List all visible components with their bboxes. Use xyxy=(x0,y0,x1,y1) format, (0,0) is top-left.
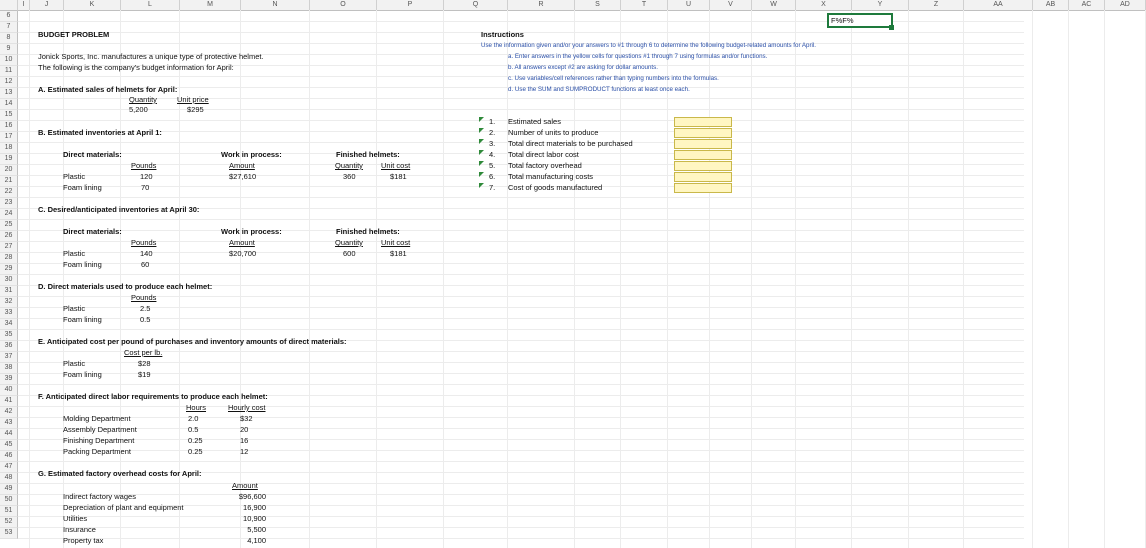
overhead-item-amount: 16,900 xyxy=(243,503,266,512)
sales-quantity: 5,200 xyxy=(129,105,148,114)
column-header-z[interactable]: Z xyxy=(909,0,964,11)
c-fh-quantity: 600 xyxy=(343,249,356,258)
e-foam-cost: $19 xyxy=(138,370,151,379)
column-header-j[interactable]: J xyxy=(30,0,64,11)
grid-row-line xyxy=(18,219,1024,220)
grid-column-line xyxy=(1104,10,1105,548)
grid-row-line xyxy=(18,417,1024,418)
c-amount-header: Amount xyxy=(229,238,255,247)
overhead-item-name: Depreciation of plant and equipment xyxy=(63,503,184,512)
overhead-item-amount: 5,500 xyxy=(247,525,266,534)
grid-column-line xyxy=(309,10,310,548)
b-fh-quantity: 360 xyxy=(343,172,356,181)
c-pounds-header: Pounds xyxy=(131,238,157,247)
c-wip-label: Work in process: xyxy=(221,227,282,236)
d-plastic-pounds: 2.5 xyxy=(140,304,151,313)
question-label: Total direct materials to be purchased xyxy=(508,139,633,148)
intro-line-1: Jonick Sports, Inc. manufactures a unique type of protective helmet. xyxy=(38,52,264,61)
grid-column-line xyxy=(29,10,30,548)
section-f-heading: F. Anticipated direct labor requirements to produce each helmet: xyxy=(38,392,268,401)
row-header-19[interactable]: 19 xyxy=(0,154,18,165)
dept-rate: $32 xyxy=(240,414,253,423)
e-cost-header: Cost per lb. xyxy=(124,348,163,357)
answer-input-cell[interactable] xyxy=(674,128,732,138)
question-label: Total direct labor cost xyxy=(508,150,579,159)
f-rate-header: Hourly cost xyxy=(228,403,266,412)
column-header-v[interactable]: V xyxy=(710,0,752,11)
overhead-item-name: Property tax xyxy=(63,536,104,545)
comment-indicator-icon[interactable] xyxy=(479,139,484,144)
grid-row-line xyxy=(18,274,1024,275)
comment-indicator-icon[interactable] xyxy=(479,117,484,122)
column-header-r[interactable]: R xyxy=(508,0,575,11)
d-pounds-header: Pounds xyxy=(131,293,157,302)
section-a-heading: A. Estimated sales of helmets for April: xyxy=(38,85,178,94)
row-header-30[interactable]: 30 xyxy=(0,275,18,286)
column-header-x[interactable]: X xyxy=(796,0,852,11)
overhead-item-amount: $96,600 xyxy=(238,492,266,501)
dept-rate: 16 xyxy=(240,436,249,445)
question-number: 7. xyxy=(489,183,496,192)
row-header-46[interactable]: 46 xyxy=(0,451,18,462)
dept-rate: 12 xyxy=(240,447,249,456)
question-number: 3. xyxy=(489,139,496,148)
d-foam-label: Foam lining xyxy=(63,315,102,324)
row-header-26[interactable]: 26 xyxy=(0,231,18,242)
grid-column-line xyxy=(443,10,444,548)
b-unit-cost-header: Unit cost xyxy=(381,161,411,170)
grid-row-line xyxy=(18,307,1024,308)
grid-row-line xyxy=(18,450,1024,451)
grid-row-line xyxy=(18,373,1024,374)
row-header-15[interactable]: 15 xyxy=(0,110,18,121)
e-plastic-cost: $28 xyxy=(138,359,151,368)
b-fh-unit-cost: $181 xyxy=(390,172,407,181)
e-plastic-label: Plastic xyxy=(63,359,86,368)
dept-name: Packing Department xyxy=(63,447,131,456)
answer-input-cell[interactable] xyxy=(674,117,732,127)
grid-row-line xyxy=(18,362,1024,363)
question-number: 2. xyxy=(489,128,496,137)
answer-input-cell[interactable] xyxy=(674,150,732,160)
b-plastic-pounds: 120 xyxy=(140,172,153,181)
column-header-ac[interactable]: AC xyxy=(1069,0,1105,11)
d-foam-pounds: 0.5 xyxy=(140,315,151,324)
column-header-y[interactable]: Y xyxy=(852,0,909,11)
comment-indicator-icon[interactable] xyxy=(479,128,484,133)
question-number: 4. xyxy=(489,150,496,159)
column-header-ab[interactable]: AB xyxy=(1033,0,1069,11)
row-header-36[interactable]: 36 xyxy=(0,341,18,352)
grid-column-line xyxy=(908,10,909,548)
row-header-28[interactable]: 28 xyxy=(0,253,18,264)
overhead-item-name: Utilities xyxy=(63,514,88,523)
row-header-20[interactable]: 20 xyxy=(0,165,18,176)
comment-indicator-icon[interactable] xyxy=(479,150,484,155)
b-amount-header: Amount xyxy=(229,161,255,170)
b-quantity-header: Quantity xyxy=(335,161,363,170)
row-header-29[interactable]: 29 xyxy=(0,264,18,275)
grid-column-line xyxy=(851,10,852,548)
column-header-p[interactable]: P xyxy=(377,0,444,11)
row-header-34[interactable]: 34 xyxy=(0,319,18,330)
row-header-16[interactable]: 16 xyxy=(0,121,18,132)
f-hours-header: Hours xyxy=(186,403,207,412)
answer-input-cell[interactable] xyxy=(674,172,732,182)
column-header-k[interactable]: K xyxy=(64,0,121,11)
grid-row-line xyxy=(18,483,1024,484)
question-label: Number of units to produce xyxy=(508,128,599,137)
dept-hours: 2.0 xyxy=(188,414,199,423)
grid-row-line xyxy=(18,241,1024,242)
question-label: Estimated sales xyxy=(508,117,561,126)
row-header-42[interactable]: 42 xyxy=(0,407,18,418)
grid-column-line xyxy=(1068,10,1069,548)
grid-column-line xyxy=(709,10,710,548)
intro-line-2: The following is the company's budget information for April: xyxy=(38,63,234,72)
grid-row-line xyxy=(18,527,1024,528)
grid-column-line xyxy=(1032,10,1033,548)
grid-row-line xyxy=(18,538,1024,539)
fill-handle[interactable] xyxy=(889,25,894,30)
row-header-43[interactable]: 43 xyxy=(0,418,18,429)
row-header-52[interactable]: 52 xyxy=(0,517,18,528)
row-header-41[interactable]: 41 xyxy=(0,396,18,407)
question-label: Total manufacturing costs xyxy=(508,172,594,181)
b-wip-label: Work in process: xyxy=(221,150,282,159)
b-pounds-header: Pounds xyxy=(131,161,157,170)
instruction-line: d. Use the SUM and SUMPRODUCT functions at least once each. xyxy=(508,86,690,93)
row-header-49[interactable]: 49 xyxy=(0,484,18,495)
row-header-53[interactable]: 53 xyxy=(0,528,18,539)
overhead-item-name: Insurance xyxy=(63,525,96,534)
grid-row-line xyxy=(18,461,1024,462)
row-header-33[interactable]: 33 xyxy=(0,308,18,319)
row-header-47[interactable]: 47 xyxy=(0,462,18,473)
column-header-n[interactable]: N xyxy=(241,0,310,11)
grid-row-line xyxy=(18,230,1024,231)
b-plastic-label: Plastic xyxy=(63,172,86,181)
column-header-s[interactable]: S xyxy=(575,0,621,11)
grid-row-line xyxy=(18,329,1024,330)
grid-row-line xyxy=(18,296,1024,297)
dept-hours: 0.25 xyxy=(188,447,203,456)
question-number: 1. xyxy=(489,117,496,126)
row-header-10[interactable]: 10 xyxy=(0,55,18,66)
comment-indicator-icon[interactable] xyxy=(479,172,484,177)
b-foam-pounds: 70 xyxy=(141,183,150,192)
comment-indicator-icon[interactable] xyxy=(479,161,484,166)
section-e-heading: E. Anticipated cost per pound of purchases and inventory amounts of direct materials: xyxy=(38,337,347,346)
b-wip-amount: $27,610 xyxy=(229,172,257,181)
row-header-48[interactable]: 48 xyxy=(0,473,18,484)
row-header-32[interactable]: 32 xyxy=(0,297,18,308)
active-cell-value: F%F% xyxy=(831,16,854,25)
grid-row-line xyxy=(18,263,1024,264)
grid-column-line xyxy=(240,10,241,548)
c-unit-cost-header: Unit cost xyxy=(381,238,411,247)
row-header-35[interactable]: 35 xyxy=(0,330,18,341)
sales-unit-price: $295 xyxy=(187,105,204,114)
unit-price-header: Unit price xyxy=(177,95,209,104)
comment-indicator-icon[interactable] xyxy=(479,183,484,188)
dept-name: Assembly Department xyxy=(63,425,137,434)
instruction-line: Use the information given and/or your answers to #1 through 6 to determine the following budget-related amounts for April. xyxy=(481,42,817,49)
b-finished-helmets-label: Finished helmets: xyxy=(336,150,400,159)
e-foam-label: Foam lining xyxy=(63,370,102,379)
grid-row-line xyxy=(18,197,1024,198)
overhead-item-name: Indirect factory wages xyxy=(63,492,136,501)
c-direct-materials-label: Direct materials: xyxy=(63,227,122,236)
section-c-heading: C. Desired/anticipated inventories at April 30: xyxy=(38,205,200,214)
c-wip-amount: $20,700 xyxy=(229,249,257,258)
answer-input-cell[interactable] xyxy=(674,161,732,171)
row-header-21[interactable]: 21 xyxy=(0,176,18,187)
section-b-heading: B. Estimated inventories at April 1: xyxy=(38,128,162,137)
select-all-corner[interactable] xyxy=(0,0,18,11)
grid-column-line xyxy=(376,10,377,548)
grid-column-line xyxy=(751,10,752,548)
row-header-27[interactable]: 27 xyxy=(0,242,18,253)
instruction-line: b. All answers except #2 are asking for dollar amounts. xyxy=(508,64,658,71)
row-header-37[interactable]: 37 xyxy=(0,352,18,363)
row-header-7[interactable]: 7 xyxy=(0,22,18,33)
section-d-heading: D. Direct materials used to produce each helmet: xyxy=(38,282,213,291)
column-header-ad[interactable]: AD xyxy=(1105,0,1146,11)
grid-row-line xyxy=(18,439,1024,440)
row-header-44[interactable]: 44 xyxy=(0,429,18,440)
b-foam-label: Foam lining xyxy=(63,183,102,192)
dept-hours: 0.5 xyxy=(188,425,199,434)
row-header-17[interactable]: 17 xyxy=(0,132,18,143)
row-header-24[interactable]: 24 xyxy=(0,209,18,220)
c-fh-unit-cost: $181 xyxy=(390,249,407,258)
grid-row-line xyxy=(18,428,1024,429)
column-header-t[interactable]: T xyxy=(621,0,668,11)
row-header-25[interactable]: 25 xyxy=(0,220,18,231)
column-header-u[interactable]: U xyxy=(668,0,710,11)
row-header-23[interactable]: 23 xyxy=(0,198,18,209)
grid-column-line xyxy=(795,10,796,548)
row-header-39[interactable]: 39 xyxy=(0,374,18,385)
c-quantity-header: Quantity xyxy=(335,238,363,247)
column-header-i[interactable]: I xyxy=(18,0,30,11)
c-foam-pounds: 60 xyxy=(141,260,150,269)
dept-name: Finishing Department xyxy=(63,436,135,445)
row-header-38[interactable]: 38 xyxy=(0,363,18,374)
grid-row-line xyxy=(18,109,1024,110)
grid-column-line xyxy=(179,10,180,548)
instruction-line: c. Use variables/cell references rather than typing numbers into the formulas. xyxy=(508,75,719,82)
b-direct-materials-label: Direct materials: xyxy=(63,150,122,159)
row-header-31[interactable]: 31 xyxy=(0,286,18,297)
c-finished-helmets-label: Finished helmets: xyxy=(336,227,400,236)
column-header-aa[interactable]: AA xyxy=(964,0,1033,11)
column-header-w[interactable]: W xyxy=(752,0,796,11)
row-header-11[interactable]: 11 xyxy=(0,66,18,77)
overhead-item-amount: 4,100 xyxy=(247,536,266,545)
row-header-51[interactable]: 51 xyxy=(0,506,18,517)
grid-column-line xyxy=(963,10,964,548)
grid-row-line xyxy=(18,252,1024,253)
grid-row-line xyxy=(18,516,1024,517)
column-header-l[interactable]: L xyxy=(121,0,180,11)
g-amount-header: Amount xyxy=(232,481,258,490)
overhead-item-amount: 10,900 xyxy=(243,514,266,523)
column-header-q[interactable]: Q xyxy=(444,0,508,11)
grid-row-line xyxy=(18,494,1024,495)
grid-row-line xyxy=(18,406,1024,407)
grid-row-line xyxy=(18,98,1024,99)
question-number: 5. xyxy=(489,161,496,170)
section-g-heading: G. Estimated factory overhead costs for April: xyxy=(38,469,202,478)
question-label: Total factory overhead xyxy=(508,161,582,170)
question-number: 6. xyxy=(489,172,496,181)
instruction-line: a. Enter answers in the yellow cells for questions #1 through 7 using formulas and/or functions. xyxy=(508,53,768,60)
row-header-18[interactable]: 18 xyxy=(0,143,18,154)
dept-name: Molding Department xyxy=(63,414,131,423)
answer-input-cell[interactable] xyxy=(674,183,732,193)
c-plastic-label: Plastic xyxy=(63,249,86,258)
c-foam-label: Foam lining xyxy=(63,260,102,269)
answer-input-cell[interactable] xyxy=(674,139,732,149)
row-header-12[interactable]: 12 xyxy=(0,77,18,88)
d-plastic-label: Plastic xyxy=(63,304,86,313)
row-header-45[interactable]: 45 xyxy=(0,440,18,451)
page-title: BUDGET PROBLEM xyxy=(38,30,110,39)
question-label: Cost of goods manufactured xyxy=(508,183,603,192)
row-header-14[interactable]: 14 xyxy=(0,99,18,110)
row-header-13[interactable]: 13 xyxy=(0,88,18,99)
row-header-6[interactable]: 6 xyxy=(0,11,18,22)
grid-row-line xyxy=(18,351,1024,352)
c-plastic-pounds: 140 xyxy=(140,249,153,258)
grid-row-line xyxy=(18,318,1024,319)
row-header-40[interactable]: 40 xyxy=(0,385,18,396)
column-header-m[interactable]: M xyxy=(180,0,241,11)
row-header-8[interactable]: 8 xyxy=(0,33,18,44)
dept-hours: 0.25 xyxy=(188,436,203,445)
instructions-heading: Instructions xyxy=(481,30,524,39)
quantity-header: Quantity xyxy=(129,95,157,104)
grid-row-line xyxy=(18,384,1024,385)
row-header-50[interactable]: 50 xyxy=(0,495,18,506)
row-header-22[interactable]: 22 xyxy=(0,187,18,198)
row-header-9[interactable]: 9 xyxy=(0,44,18,55)
active-cell-selection[interactable] xyxy=(827,13,893,28)
column-header-o[interactable]: O xyxy=(310,0,377,11)
dept-rate: 20 xyxy=(240,425,249,434)
